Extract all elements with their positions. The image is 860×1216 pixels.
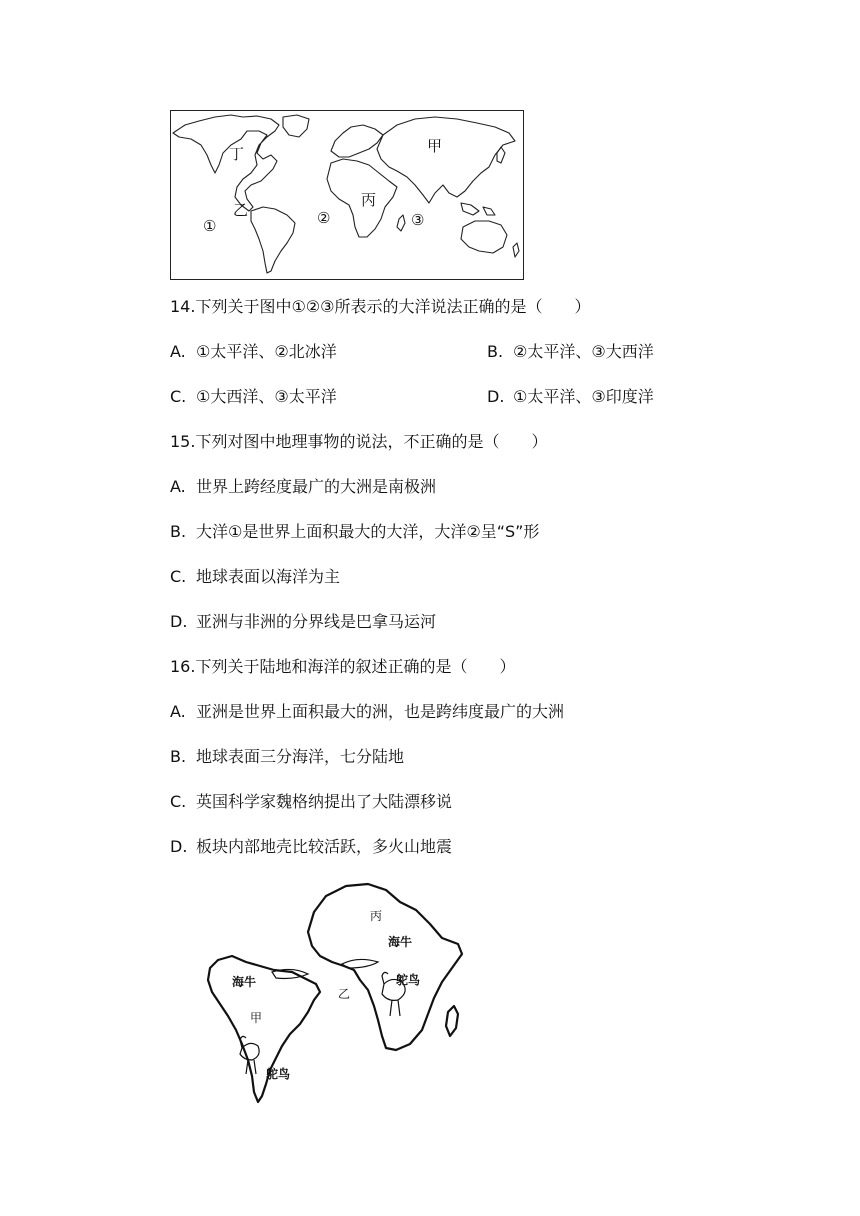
option-letter: D. xyxy=(170,612,188,631)
question-16-option-a xyxy=(170,701,564,723)
question-15-option-d xyxy=(170,611,436,633)
new-zealand-outline xyxy=(513,243,519,257)
question-14-option-a xyxy=(170,341,337,363)
question-15-stem: 15.下列对图中地理事物的说法，不正确的是（ ） xyxy=(170,432,548,451)
option-text: ①大西洋、③太平洋 xyxy=(196,387,337,406)
map-label-ocean-2: ② xyxy=(317,209,331,227)
option-letter: C. xyxy=(170,387,187,406)
continent-label-bing: 丙 xyxy=(370,909,383,923)
option-text: ①太平洋、②北冰洋 xyxy=(196,342,337,361)
option-letter: B. xyxy=(170,522,187,541)
madagascar-outline xyxy=(397,215,405,231)
option-text: 世界上跨经度最广的大洲是南极洲 xyxy=(196,477,437,496)
option-text: 板块内部地壳比较活跃，多火山地震 xyxy=(196,837,453,856)
ocean-label-yi: 乙 xyxy=(338,987,351,1001)
option-letter: D. xyxy=(170,837,188,856)
australia-outline xyxy=(461,221,507,253)
question-14-option-b xyxy=(487,341,654,363)
option-text: 大洋①是世界上面积最大的大洋，大洋②呈“S”形 xyxy=(196,522,540,541)
label-manatee-africa: 海牛 xyxy=(388,935,413,949)
option-letter: C. xyxy=(170,567,187,586)
question-16-option-c xyxy=(170,791,452,813)
map-label-jia: 甲 xyxy=(427,137,443,155)
madagascar-outline xyxy=(446,1006,458,1036)
world-map-figure xyxy=(170,110,524,280)
option-letter: A. xyxy=(170,702,186,721)
option-text: 地球表面以海洋为主 xyxy=(196,567,341,586)
question-14-option-c xyxy=(170,386,337,408)
map-label-ocean-1: ① xyxy=(203,217,217,235)
option-letter: A. xyxy=(170,477,186,496)
question-16-stem: 16.下列关于陆地和海洋的叙述正确的是（ ） xyxy=(170,657,516,676)
europe-outline xyxy=(331,125,383,157)
north-america-outline xyxy=(173,115,279,211)
label-ostrich-sa: 鸵鸟 xyxy=(266,1067,291,1081)
question-15-option-c xyxy=(170,566,340,588)
south-america-outline xyxy=(251,207,295,273)
question-14-stem: 14.下列关于图中①②③所表示的大洋说法正确的是（ ） xyxy=(170,297,591,316)
map-label-ocean-3: ③ xyxy=(411,211,425,229)
japan-outline xyxy=(497,147,505,163)
option-letter: D. xyxy=(487,387,505,406)
africa-south-america-figure xyxy=(196,880,476,1110)
map-label-ding: 丁 xyxy=(229,145,245,163)
option-letter: B. xyxy=(487,342,504,361)
option-text: 地球表面三分海洋，七分陆地 xyxy=(196,747,405,766)
option-letter: A. xyxy=(170,342,186,361)
question-15-option-b xyxy=(170,521,539,543)
map-label-bing: 丙 xyxy=(361,191,377,209)
continents-drawing xyxy=(196,880,476,1110)
label-manatee-sa: 海牛 xyxy=(232,975,257,989)
option-text: ②太平洋、③大西洋 xyxy=(513,342,654,361)
sea-islands-outline xyxy=(461,203,495,215)
option-text: 亚洲是世界上面积最大的洲，也是跨纬度最广的大洲 xyxy=(196,702,565,721)
option-text: 亚洲与非洲的分界线是巴拿马运河 xyxy=(196,612,437,631)
south-america-outline xyxy=(208,956,320,1102)
question-15-option-a xyxy=(170,476,436,498)
option-letter: B. xyxy=(170,747,187,766)
question-14-option-d xyxy=(487,386,654,408)
question-16-option-b xyxy=(170,746,404,768)
option-text: ①太平洋、③印度洋 xyxy=(513,387,654,406)
option-text: 英国科学家魏格纳提出了大陆漂移说 xyxy=(196,792,453,811)
map-label-yi: 乙 xyxy=(233,201,249,219)
asia-outline xyxy=(377,117,515,203)
continent-label-jia: 甲 xyxy=(250,1011,263,1025)
africa-outline xyxy=(308,884,462,1050)
label-ostrich-africa: 鸵鸟 xyxy=(396,973,421,987)
greenland-outline xyxy=(283,115,309,137)
question-16-option-d xyxy=(170,836,452,858)
option-letter: C. xyxy=(170,792,187,811)
world-map-drawing xyxy=(171,111,522,278)
